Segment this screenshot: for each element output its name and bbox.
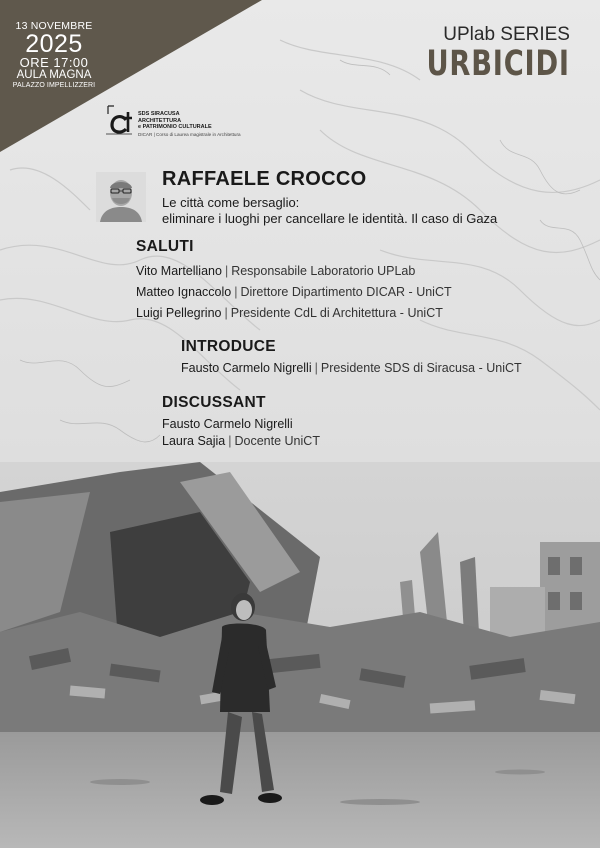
rubble-photo [0, 462, 600, 848]
sds-logo [104, 104, 264, 140]
logo-subtitle: DICAR | Corso di Laurea magistrale in Architettura [138, 132, 241, 137]
list-item: Luigi Pellegrino | Presidente CdL di Architettura - UniCT [136, 306, 443, 320]
talk-title [162, 195, 497, 227]
series-header [386, 25, 570, 83]
ct-monogram-icon [104, 104, 134, 136]
event-day: 13 NOVEMBRE [15, 20, 93, 32]
talk-line-2: eliminare i luoghi per cancellare le identità. Il caso di Gaza [162, 211, 498, 226]
series-title: URBICIDI [426, 44, 570, 84]
logo-name: SDS SIRACUSA ARCHITETTURA e PATRIMONIO CULTURALE [138, 111, 212, 130]
list-item: Laura Sajia | Docente UniCT [162, 434, 320, 448]
list-item: Matteo Ignaccolo | Direttore Dipartimento DICAR - UniCT [136, 285, 452, 299]
discussant-title: DISCUSSANT [162, 394, 266, 411]
talk-line-1: Le città come bersaglio: [162, 195, 300, 210]
event-hall: AULA MAGNA [16, 69, 92, 81]
speaker-name: RAFFAELE CROCCO [162, 168, 367, 190]
date-block [6, 20, 102, 90]
speaker-portrait [96, 172, 146, 222]
event-palace: PALAZZO IMPELLIZZERI [12, 82, 96, 89]
event-year: 2025 [25, 30, 83, 58]
series-label: UPlab SERIES [443, 24, 570, 45]
saluti-title: SALUTI [136, 238, 194, 255]
list-item: Fausto Carmelo Nigrelli [162, 417, 293, 431]
event-time: ORE 17:00 [19, 55, 89, 70]
introduce-title: INTRODUCE [181, 338, 276, 355]
list-item: Vito Martelliano | Responsabile Laboratorio UPLab [136, 264, 416, 278]
list-item: Fausto Carmelo Nigrelli | Presidente SDS di Siracusa - UniCT [181, 361, 522, 375]
